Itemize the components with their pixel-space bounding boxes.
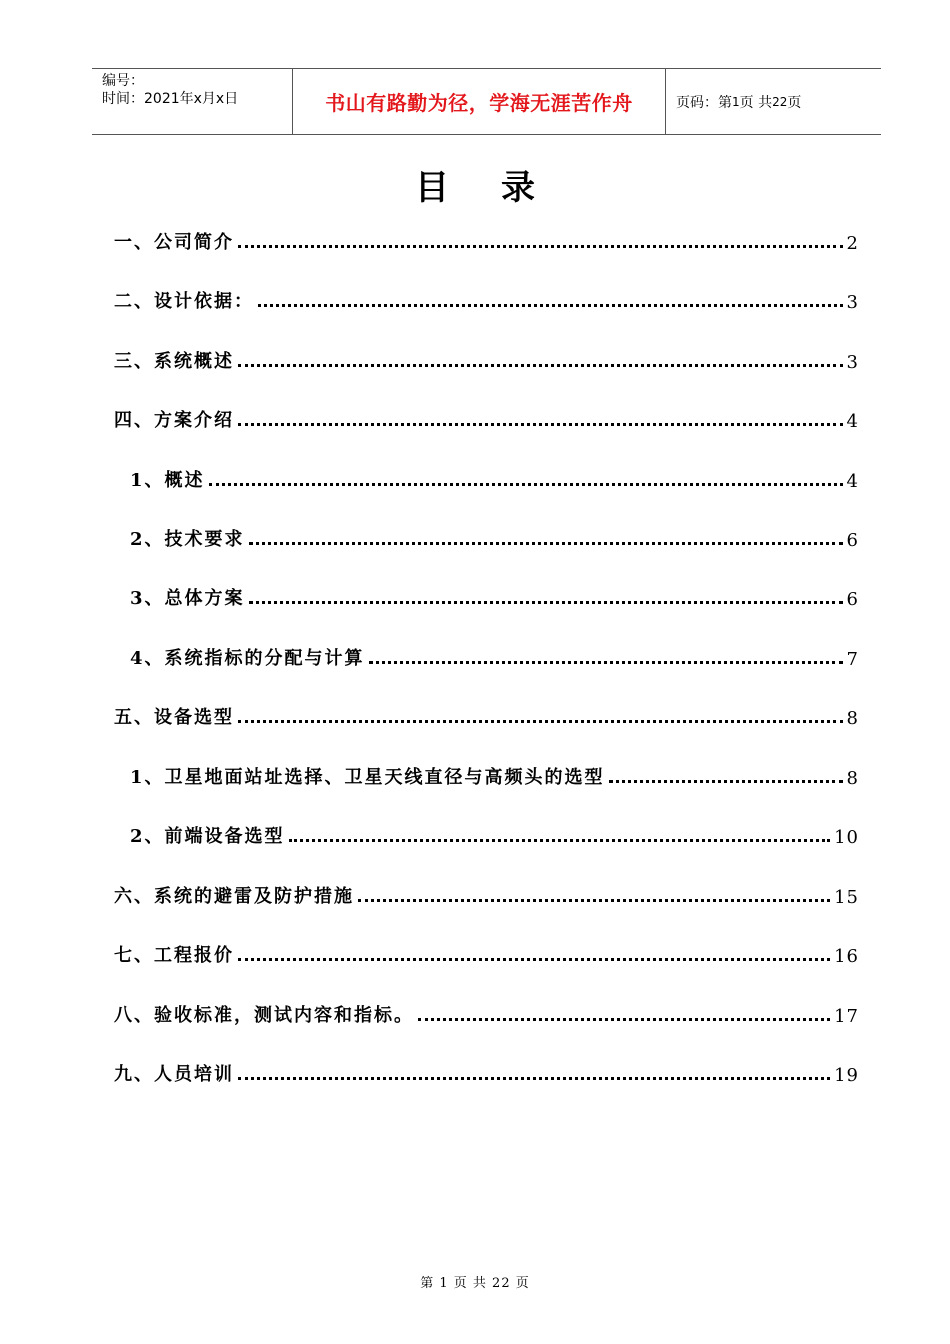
toc-entry-page: 15 bbox=[834, 887, 859, 908]
page-suffix: 页 bbox=[787, 94, 802, 111]
toc-leader-dots bbox=[238, 720, 843, 723]
toc-entry[interactable] bbox=[114, 759, 859, 789]
toc-entry-text: 一、公司简介 bbox=[114, 232, 234, 253]
toc-entry[interactable] bbox=[114, 1056, 859, 1086]
toc-entry-text: 2、前端设备选型 bbox=[130, 826, 285, 847]
toc-entry[interactable] bbox=[114, 521, 859, 551]
toc-entry-text: 九、人员培训 bbox=[114, 1064, 234, 1085]
toc-entry-page: 4 bbox=[846, 471, 859, 492]
document-number-label: 编号： bbox=[102, 73, 144, 89]
toc-title: 目录 bbox=[415, 168, 587, 208]
toc-entry[interactable] bbox=[114, 878, 859, 908]
header-info-cell bbox=[92, 69, 293, 134]
toc-entry[interactable] bbox=[114, 580, 859, 610]
toc-entry[interactable] bbox=[114, 224, 859, 254]
toc-entry[interactable] bbox=[114, 283, 859, 313]
toc-entry-page: 3 bbox=[846, 292, 859, 313]
toc-entry-text: 2、技术要求 bbox=[130, 529, 245, 550]
toc-leader-dots bbox=[238, 245, 843, 248]
toc-entry-text: 五、设备选型 bbox=[114, 707, 234, 728]
header-page-indicator bbox=[666, 69, 881, 134]
toc-leader-dots bbox=[238, 423, 843, 426]
toc-leader-dots bbox=[238, 958, 830, 961]
toc-entry-text: 1、卫星地面站址选择、卫星天线直径与高频头的选型 bbox=[130, 767, 605, 788]
toc-entry-text: 4、系统指标的分配与计算 bbox=[130, 648, 365, 669]
toc-entry-text: 四、方案介绍 bbox=[114, 410, 234, 431]
page-prefix: 页码：第 bbox=[676, 94, 732, 111]
toc-entry-page: 6 bbox=[846, 589, 859, 610]
toc-entry[interactable] bbox=[114, 699, 859, 729]
toc-entry-text: 3、总体方案 bbox=[130, 588, 245, 609]
toc-entry[interactable] bbox=[114, 818, 859, 848]
toc-leader-dots bbox=[209, 483, 843, 486]
toc-entry-page: 8 bbox=[846, 708, 859, 729]
toc-entry[interactable] bbox=[114, 640, 859, 670]
toc-entry-text: 八、验收标准，测试内容和指标。 bbox=[114, 1005, 414, 1026]
toc-entry[interactable] bbox=[114, 402, 859, 432]
toc-entry-text: 三、系统概述 bbox=[114, 351, 234, 372]
toc-entry-page: 17 bbox=[834, 1006, 859, 1027]
document-time-label: 时间：2021年x月x日 bbox=[102, 91, 239, 107]
toc-leader-dots bbox=[289, 839, 831, 842]
toc-entry-page: 7 bbox=[846, 649, 859, 670]
toc-entry-page: 16 bbox=[834, 946, 859, 967]
toc-entry-page: 8 bbox=[846, 768, 859, 789]
toc-entry-text: 二、设计依据： bbox=[114, 291, 254, 312]
toc-entry-page: 19 bbox=[834, 1065, 859, 1086]
toc-entry-page: 3 bbox=[846, 352, 859, 373]
page-footer: 第 1 页 共 22 页 bbox=[420, 1276, 530, 1291]
toc-leader-dots bbox=[238, 364, 843, 367]
toc-entry[interactable] bbox=[114, 937, 859, 967]
toc-leader-dots bbox=[258, 304, 843, 307]
toc-leader-dots bbox=[418, 1018, 830, 1021]
toc-entry-page: 4 bbox=[846, 411, 859, 432]
page-mid: 页 共 bbox=[739, 94, 773, 111]
toc-entry-text: 1、概述 bbox=[130, 470, 205, 491]
toc-leader-dots bbox=[609, 780, 843, 783]
toc-entry-text: 七、工程报价 bbox=[114, 945, 234, 966]
page-current: 1 bbox=[732, 94, 740, 109]
toc-entry-page: 2 bbox=[846, 233, 859, 254]
page-total: 22 bbox=[772, 94, 788, 109]
toc-entry[interactable] bbox=[114, 343, 859, 373]
toc-leader-dots bbox=[369, 661, 843, 664]
toc-entry-text: 六、系统的避雷及防护措施 bbox=[114, 886, 354, 907]
toc-entry[interactable] bbox=[114, 997, 859, 1027]
document-header bbox=[92, 68, 881, 135]
header-motto: 书山有路勤为径，学海无涯苦作舟 bbox=[293, 69, 666, 134]
toc-leader-dots bbox=[238, 1077, 830, 1080]
toc-leader-dots bbox=[358, 899, 830, 902]
toc-leader-dots bbox=[249, 542, 843, 545]
toc-entry-page: 6 bbox=[846, 530, 859, 551]
toc-leader-dots bbox=[249, 601, 843, 604]
toc-entry[interactable] bbox=[114, 462, 859, 492]
toc-entry-page: 10 bbox=[834, 827, 859, 848]
